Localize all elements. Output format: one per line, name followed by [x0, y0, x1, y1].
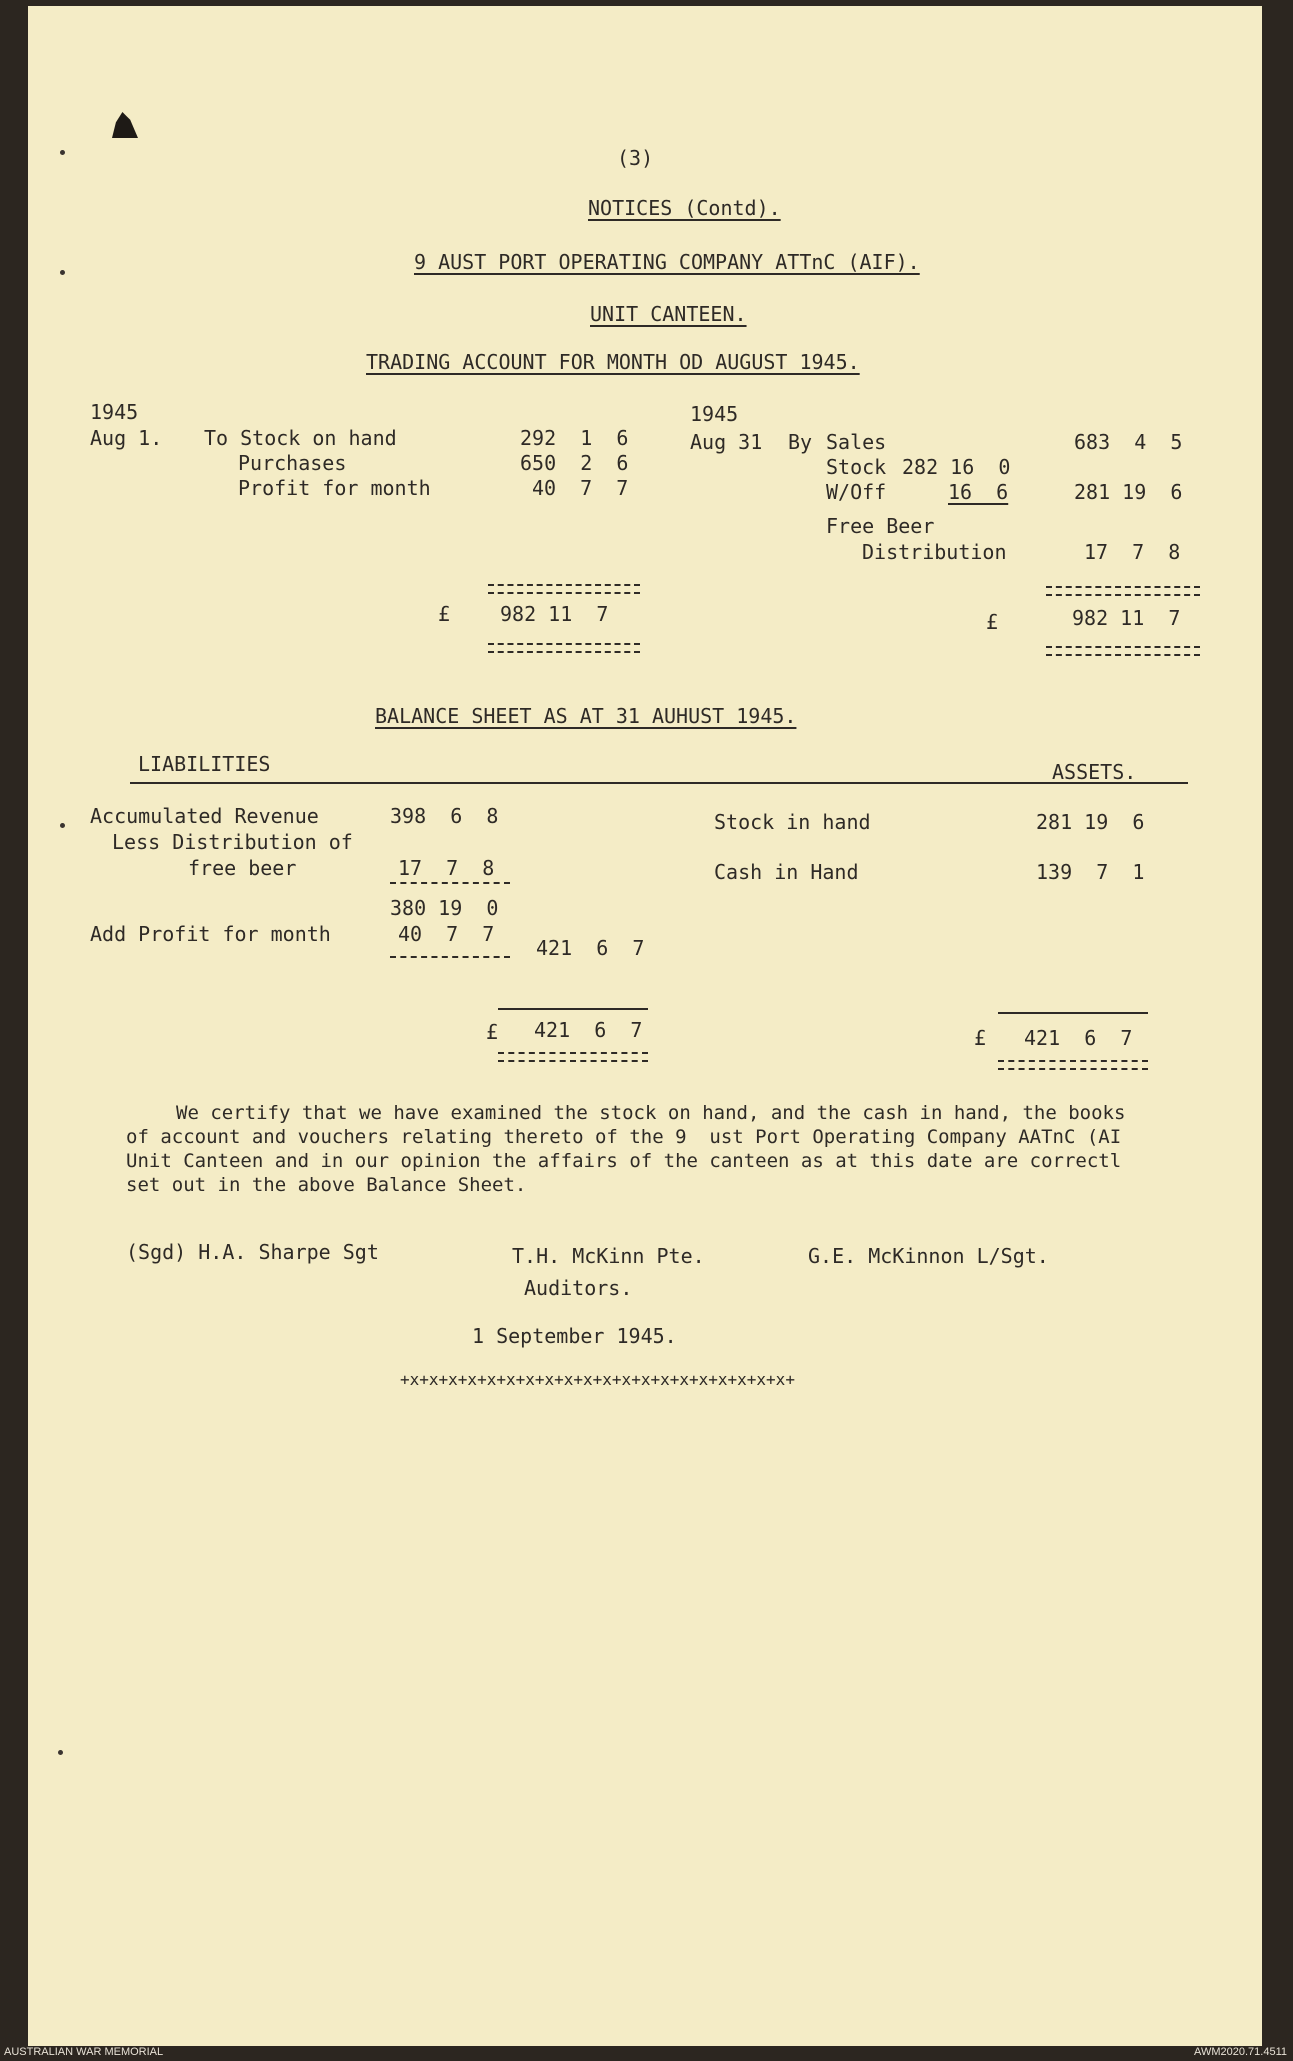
sales-amount: 683 4 5 [1074, 430, 1183, 454]
right-currency: £ [986, 610, 999, 634]
auditors-label: Auditors. [524, 1276, 633, 1300]
woff-value: 16 6 [948, 480, 1009, 504]
canteen-heading: UNIT CANTEEN. [590, 302, 747, 326]
rule [998, 1012, 1148, 1014]
rule [998, 1060, 1148, 1062]
rule [488, 592, 640, 594]
subtotal-value: 380 19 0 [390, 896, 499, 920]
signature-mckinn: T.H. McKinn Pte. [512, 1244, 705, 1268]
less-distribution-label: Less Distribution of [112, 830, 353, 854]
stock-on-hand-amount: 292 1 6 [520, 426, 629, 450]
trading-account-title: TRADING ACCOUNT FOR MONTH OD AUGUST 1945. [366, 350, 860, 374]
page-number: (3) [617, 146, 654, 170]
rule [1046, 646, 1200, 648]
punch-hole [60, 270, 65, 275]
header-rule [130, 782, 1188, 784]
rule [390, 956, 510, 958]
cash-in-hand-value: 139 7 1 [1036, 860, 1145, 884]
certification-line: of account and vouchers relating thereto of the 9 ust Port Operating Company AATnC (AI [126, 1126, 1122, 1148]
balance-sheet-title: BALANCE SHEET AS AT 31 AUHUST 1945. [375, 704, 797, 728]
free-beer-label: Free Beer [826, 514, 935, 538]
notices-heading: NOTICES (Contd). [588, 196, 781, 220]
document-date: 1 September 1945. [472, 1324, 677, 1348]
rule [390, 882, 510, 884]
profit-label: Profit for month [238, 476, 431, 500]
cash-in-hand-label: Cash in Hand [714, 860, 859, 884]
sales-label: Sales [826, 430, 887, 454]
liabilities-sum: 421 6 7 [536, 936, 645, 960]
stock-in-hand-label: Stock in hand [714, 810, 871, 834]
footer-accession: AWM2020.71.4511 [1194, 2046, 1287, 2058]
rule [1046, 586, 1200, 588]
left-year: 1945 [90, 400, 139, 424]
rule [498, 1060, 648, 1062]
free-beer-value: 17 7 8 [398, 856, 495, 880]
right-total: 982 11 7 [1072, 606, 1181, 630]
assets-header: ASSETS. [1052, 760, 1137, 784]
punch-hole [60, 823, 65, 828]
accumulated-label: Accumulated Revenue [90, 804, 319, 828]
stock-on-hand-label: To Stock on hand [204, 426, 397, 450]
punch-hole [58, 1750, 63, 1755]
free-beer-label: free beer [188, 856, 297, 880]
rule [998, 1068, 1148, 1070]
signature-sharpe: (Sgd) H.A. Sharpe Sgt [126, 1240, 379, 1264]
assets-currency: £ [974, 1026, 987, 1050]
certification-line: We certify that we have examined the stock on hand, and the cash in hand, the books [176, 1102, 1126, 1124]
by-label: By [788, 430, 813, 454]
rule [498, 1008, 648, 1010]
rule [498, 1052, 648, 1054]
stock-net-amount: 281 19 6 [1074, 480, 1183, 504]
right-date: Aug 31 [690, 430, 763, 454]
assets-total: 421 6 7 [1024, 1026, 1133, 1050]
liabilities-total: 421 6 7 [534, 1018, 643, 1042]
stock-in-hand-value: 281 19 6 [1036, 810, 1145, 834]
signature-mckinnon: G.E. McKinnon L/Sgt. [808, 1244, 1049, 1268]
rule [488, 584, 640, 586]
rule [488, 643, 640, 645]
left-currency: £ [438, 602, 451, 626]
profit-amount: 40 7 7 [532, 476, 629, 500]
rule [1046, 654, 1200, 656]
distribution-amount: 17 7 8 [1084, 540, 1181, 564]
purchases-amount: 650 2 6 [520, 451, 629, 475]
left-date: Aug 1. [90, 426, 163, 450]
footer-archive: AUSTRALIAN WAR MEMORIAL [4, 2046, 164, 2058]
add-profit-value: 40 7 7 [398, 922, 495, 946]
add-profit-label: Add Profit for month [90, 922, 331, 946]
left-total: 982 11 7 [500, 602, 609, 626]
woff-label: W/Off [826, 480, 887, 504]
certification-line: set out in the above Balance Sheet. [126, 1174, 527, 1196]
accumulated-value: 398 6 8 [390, 804, 499, 828]
rule [488, 651, 640, 653]
purchases-label: Purchases [238, 451, 347, 475]
unit-heading: 9 AUST PORT OPERATING COMPANY ATTnC (AIF). [414, 250, 920, 274]
distribution-label: Distribution [862, 540, 1007, 564]
separator-line: +x+x+x+x+x+x+x+x+x+x+x+x+x+x+x+x+x+x+x+x+ [400, 1370, 795, 1389]
stock-value: 282 16 0 [902, 455, 1011, 479]
rule [1046, 594, 1200, 596]
right-year: 1945 [690, 402, 739, 426]
punch-hole [60, 150, 65, 155]
stock-label: Stock [826, 455, 887, 479]
certification-line: Unit Canteen and in our opinion the affairs of the canteen as at this date are correctl [126, 1150, 1122, 1172]
liabilities-currency: £ [486, 1020, 499, 1044]
liabilities-header: LIABILITIES [138, 752, 271, 776]
